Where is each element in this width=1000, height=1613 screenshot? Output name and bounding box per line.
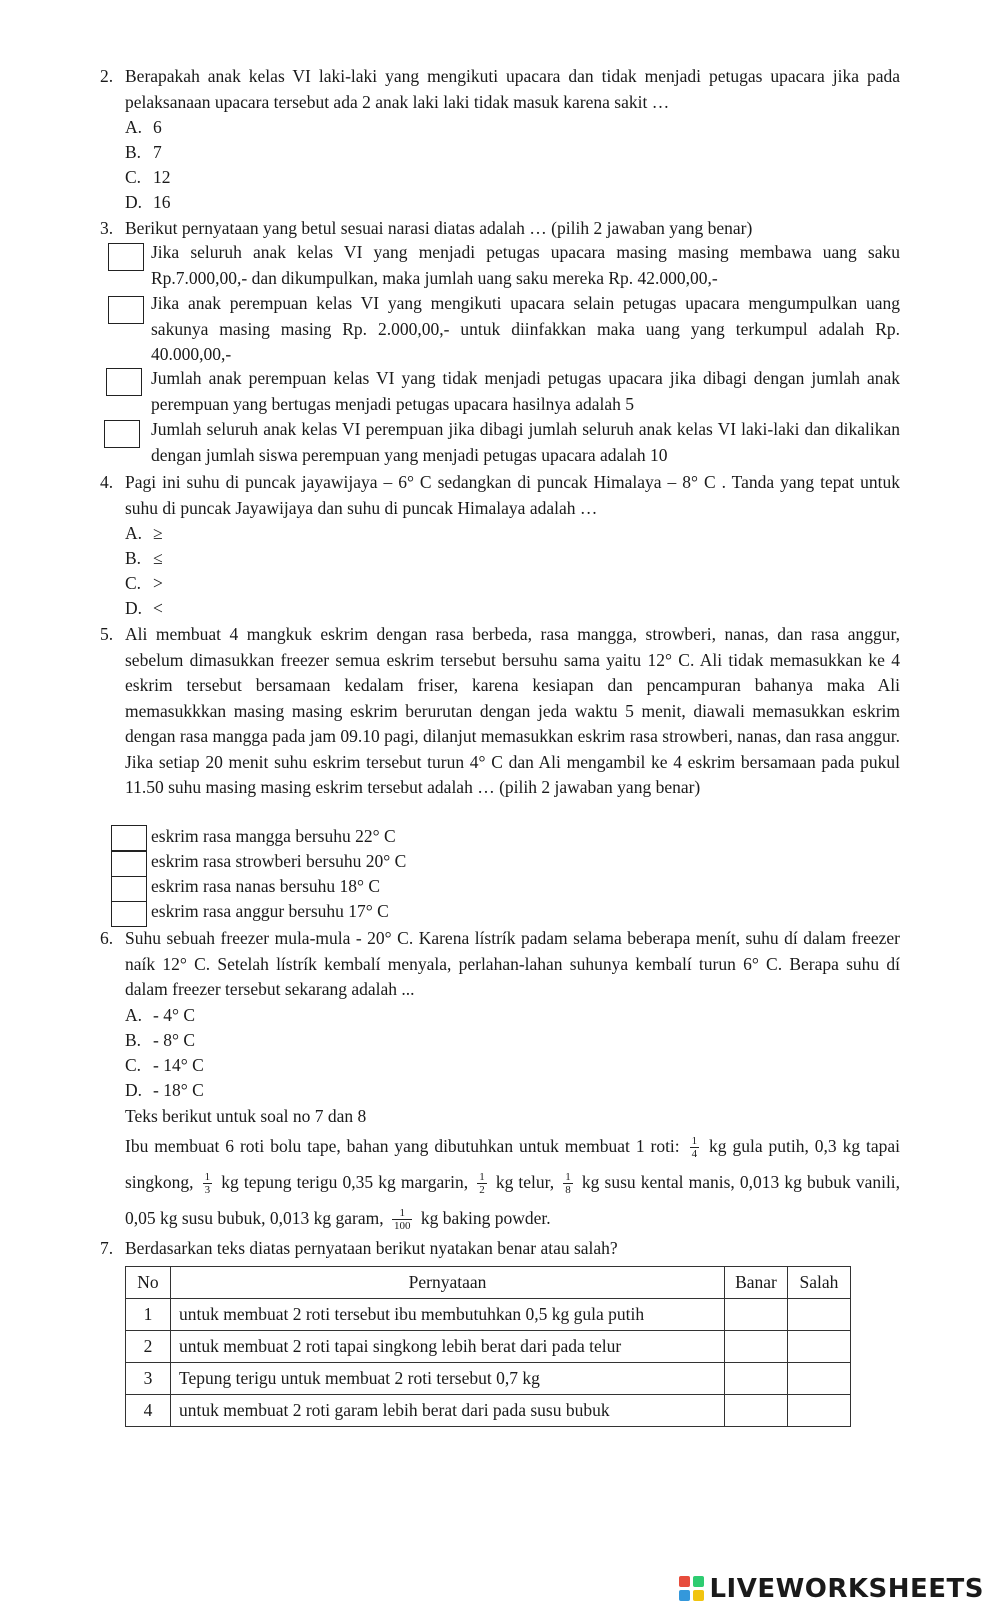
false-answer-cell[interactable] (788, 1363, 851, 1395)
fraction (477, 1171, 487, 1196)
fraction-numerator: 1 (479, 1171, 485, 1184)
passage-text: Ibu membuat 6 roti bolu tape, bahan yang dibutuhkan untuk membuat 1 roti: (125, 1136, 680, 1156)
question-text: Ali membuat 4 mangkuk eskrim dengan rasa berbeda, rasa mangga, strowberi, nanas, dan rasa anggur, sebelum dimasukkan freezer semua eskrim tersebut bersuhu sama yaitu 12° C. Ali tidak memasukkan ke 4 eskrim tersebut bersamaan kedalam friser, karena kesiapan dan pencampuran bahanya maka Ali memasukkkan masing masing eskrim berurutan dengan jeda waktu 5 menit, diawali memasukkan eskrim dengan rasa mangga pada jam 09.10 pagi, dilanjut memasukkan eskrim rasa strowberi, nanas, dan rasa anggur. Jika setiap 20 menit suhu eskrim tersebut turun 4° C dan Ali mengambil ke 4 eskrim bersamaan pada pukul 11.50 suhu masing masing eskrim tersebut adalah … (pilih 2 jawaban yang benar) (125, 624, 900, 797)
option-c[interactable] (125, 165, 171, 191)
row-number: 4 (126, 1395, 171, 1427)
question-text: Suhu sebuah freezer mula-mula - 20° C. Karena lístrík padam selama beberapa menít, suhu dí dalam freezer naík 12° C. Setelah lístrík kembalí menyala, perlahan-lahan suhunya kembalí turun 6° C. Berapa suhu dí dalam freezer tersebut sekarang adalah ... (125, 928, 900, 999)
option-letter: B. (125, 548, 142, 568)
true-answer-cell[interactable] (725, 1331, 788, 1363)
passage-paragraph (125, 1128, 900, 1236)
option-letter: B. (125, 142, 142, 162)
header-statement: Pernyataan (171, 1267, 725, 1299)
liveworksheets-logo-icon (679, 1576, 705, 1602)
option-d[interactable] (125, 596, 163, 622)
option-text: 12 (153, 167, 171, 187)
option-letter: A. (125, 117, 143, 137)
question-number: 3. (100, 218, 114, 238)
answer-checkbox[interactable] (111, 825, 147, 851)
choice-text: eskrim rasa nanas bersuhu 18° C (151, 876, 381, 896)
question-2 (100, 64, 900, 115)
option-c[interactable] (125, 1053, 204, 1079)
option-text: - 4° C (153, 1005, 195, 1025)
option-text: ≤ (153, 548, 163, 568)
fraction-denominator: 3 (204, 1184, 211, 1197)
question-7 (100, 1236, 900, 1262)
answer-checkbox[interactable] (111, 876, 147, 902)
question-text: Berdasarkan teks diatas pernyataan berikut nyatakan benar atau salah? (125, 1238, 618, 1258)
fraction (392, 1207, 413, 1232)
table-row (126, 1363, 851, 1395)
answer-checkbox[interactable] (108, 243, 144, 271)
answer-checkbox[interactable] (108, 296, 144, 324)
false-answer-cell[interactable] (788, 1395, 851, 1427)
option-letter: D. (125, 192, 143, 212)
question-number: 7. (100, 1238, 114, 1258)
fraction-numerator: 1 (691, 1135, 698, 1148)
fraction (563, 1171, 573, 1196)
question-number: 2. (100, 66, 114, 86)
fraction (203, 1171, 213, 1196)
header-true: Banar (725, 1267, 788, 1299)
fraction-numerator: 1 (399, 1207, 405, 1220)
question-3 (100, 216, 900, 242)
true-answer-cell[interactable] (725, 1299, 788, 1331)
table-header-row (126, 1267, 851, 1299)
true-answer-cell[interactable] (725, 1395, 788, 1427)
row-statement: untuk membuat 2 roti garam lebih berat dari pada susu bubuk (171, 1395, 725, 1427)
option-text: 6 (153, 117, 162, 137)
option-text: - 8° C (153, 1030, 195, 1050)
option-text: - 14° C (153, 1055, 204, 1075)
header-no: No (126, 1267, 171, 1299)
passage-text: kg telur, (495, 1172, 555, 1192)
option-letter: D. (125, 598, 143, 618)
question-text: Berapakah anak kelas VI laki-laki yang mengikuti upacara dan tidak menjadi petugas upacara jika pada pelaksanaan upacara tersebut ada 2 anak laki laki tidak masuk karena sakit … (125, 66, 900, 112)
option-a[interactable] (125, 1003, 195, 1029)
table-row (126, 1331, 851, 1363)
answer-checkbox[interactable] (111, 851, 147, 877)
true-answer-cell[interactable] (725, 1363, 788, 1395)
row-number: 3 (126, 1363, 171, 1395)
brand-name: LIVEWORKSHEETS (709, 1574, 984, 1604)
option-d[interactable] (125, 190, 171, 216)
passage-text: kg tepung terigu 0,35 kg margarin, (221, 1172, 469, 1192)
option-text: < (153, 598, 163, 618)
option-b[interactable] (125, 140, 162, 166)
row-statement: Tepung terigu untuk membuat 2 roti tersebut 0,7 kg (171, 1363, 725, 1395)
row-statement: untuk membuat 2 roti tersebut ibu membutuhkan 0,5 kg gula putih (171, 1299, 725, 1331)
option-letter: A. (125, 523, 143, 543)
option-b[interactable] (125, 546, 163, 572)
header-false: Salah (788, 1267, 851, 1299)
fraction-denominator: 100 (393, 1220, 411, 1233)
answer-checkbox[interactable] (104, 420, 140, 448)
false-answer-cell[interactable] (788, 1299, 851, 1331)
option-letter: A. (125, 1005, 143, 1025)
option-d[interactable] (125, 1078, 204, 1104)
question-4 (100, 470, 900, 521)
question-number: 4. (100, 472, 114, 492)
choice-text: eskrim rasa strowberi bersuhu 20° C (151, 851, 407, 871)
answer-checkbox[interactable] (106, 368, 142, 396)
fraction-denominator: 2 (479, 1184, 485, 1197)
fraction (690, 1135, 700, 1160)
option-text: 16 (153, 192, 171, 212)
option-c[interactable] (125, 571, 163, 597)
question-number: 5. (100, 624, 114, 644)
row-number: 2 (126, 1331, 171, 1363)
option-text: - 18° C (153, 1080, 204, 1100)
choice-text: eskrim rasa anggur bersuhu 17° C (151, 901, 389, 921)
option-letter: D. (125, 1080, 143, 1100)
fraction-denominator: 8 (565, 1184, 571, 1197)
passage-text: kg susu kental manis, 0,013 kg bubuk vanili, 0,05 kg susu bubuk, 0,013 kg garam, (125, 1172, 901, 1228)
passage-heading: Teks berikut untuk soal no 7 dan 8 (125, 1106, 367, 1126)
table-row (126, 1395, 851, 1427)
option-letter: C. (125, 167, 142, 187)
row-statement: untuk membuat 2 roti tapai singkong lebih berat dari pada telur (171, 1331, 725, 1363)
option-letter: B. (125, 1030, 142, 1050)
choice-text: Jumlah anak perempuan kelas VI yang tidak menjadi petugas upacara jika dibagi dengan jumlah anak perempuan yang bertugas menjadi petugas upacara hasilnya adalah 5 (151, 368, 900, 414)
answer-checkbox[interactable] (111, 901, 147, 927)
choice-text: Jika seluruh anak kelas VI yang menjadi petugas upacara masing masing membawa uang saku Rp.7.000,00,- dan dikumpulkan, maka jumlah uang saku mereka Rp. 42.000,00,- (151, 242, 900, 288)
passage-text: kg baking powder. (420, 1208, 551, 1228)
false-answer-cell[interactable] (788, 1331, 851, 1363)
fraction-numerator: 1 (565, 1171, 571, 1184)
option-text: > (153, 573, 163, 593)
question-number: 6. (100, 928, 114, 948)
option-letter: C. (125, 573, 142, 593)
question-text: Pagi ini suhu di puncak jayawijaya – 6° C sedangkan di puncak Himalaya – 8° C . Tanda yang tepat untuk suhu di puncak Jayawijaya dan suhu di puncak Himalaya adalah … (125, 472, 900, 518)
choice-text: Jika anak perempuan kelas VI yang mengikuti upacara selain petugas upacara mengumpulkan uang sakunya masing masing Rp. 2.000,00,- untuk diinfakkan maka uang yang terkumpul adalah Rp. 40.000,00,- (151, 293, 900, 364)
question-5 (100, 622, 900, 801)
liveworksheets-brand[interactable] (679, 1574, 984, 1604)
fraction-denominator: 4 (691, 1148, 698, 1161)
option-text: ≥ (153, 523, 163, 543)
option-a[interactable] (125, 115, 162, 141)
table-row (126, 1299, 851, 1331)
question-text: Berikut pernyataan yang betul sesuai narasi diatas adalah … (pilih 2 jawaban yang benar) (125, 218, 753, 238)
fraction-numerator: 1 (204, 1171, 211, 1184)
choice-text: eskrim rasa mangga bersuhu 22° C (151, 826, 396, 846)
question-6 (100, 926, 900, 1003)
passage-text: kg gula putih, 0,3 kg tapai singkong, (125, 1136, 901, 1192)
option-a[interactable] (125, 521, 163, 547)
true-false-table (125, 1266, 851, 1427)
option-b[interactable] (125, 1028, 195, 1054)
choice-text: Jumlah seluruh anak kelas VI perempuan jika dibagi jumlah seluruh anak kelas VI laki-laki dan dikalikan dengan jumlah siswa perempuan yang menjadi petugas upacara adalah 10 (151, 419, 900, 465)
option-letter: C. (125, 1055, 142, 1075)
row-number: 1 (126, 1299, 171, 1331)
option-text: 7 (153, 142, 162, 162)
